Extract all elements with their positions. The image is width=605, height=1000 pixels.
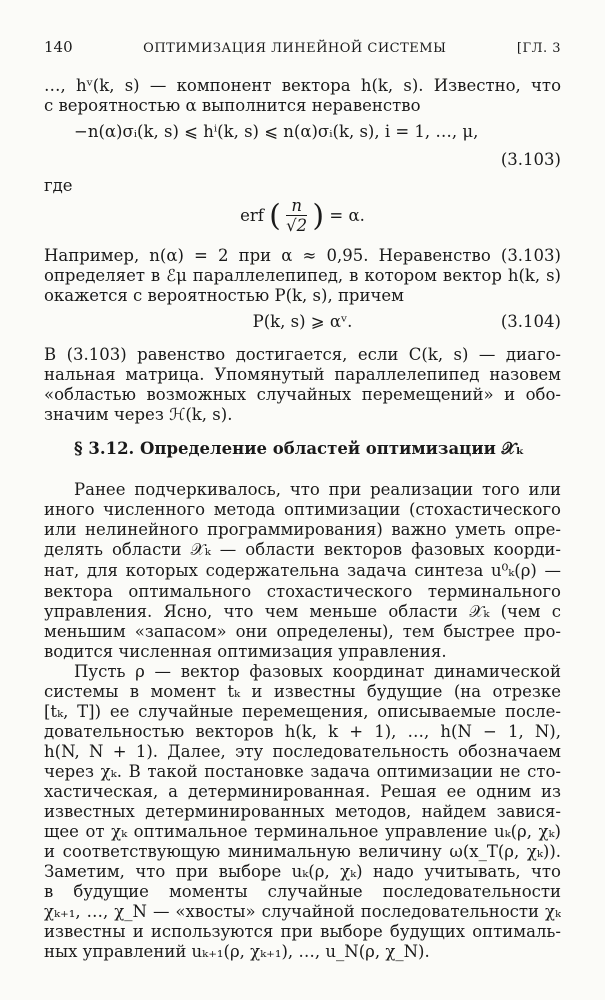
text-line: Заметим, что при выборе uₖ(ρ, χₖ) надо учитывать, что <box>44 862 561 881</box>
text-line: и соответствующую минимальную величину ω(x_T(ρ, χₖ)). <box>44 842 561 861</box>
text-line: определяет в ℰμ параллелепипед, в котором вектор h(k, s) <box>44 266 561 285</box>
text-line: в будущие моменты случайные последовательности <box>44 882 561 901</box>
text-line: Ранее подчеркивалось, что при реализации того или <box>74 480 561 499</box>
text-line: через χₖ. В такой постановке задача оптимизации не сто- <box>44 762 561 781</box>
section-title: § 3.12. Определение областей оптимизации 𝒳ₖ <box>74 439 525 458</box>
page-header <box>44 38 561 56</box>
erf-rhs: = α. <box>329 206 365 225</box>
text-line: известных детерминированных методов, найдем завися- <box>44 802 561 821</box>
paren-right: ) <box>312 198 325 234</box>
equation-number: (3.103) <box>500 150 561 169</box>
fraction-denominator: √2 <box>286 216 308 235</box>
text-line: системы в момент tₖ и известны будущие (на отрезке <box>44 682 561 701</box>
erf-equation <box>44 192 561 240</box>
text-line: В (3.103) равенство достигается, если C(k, s) — диаго- <box>44 345 561 364</box>
chapter-marker: [ГЛ. 3 <box>516 41 561 56</box>
text-line: …, hᵛ(k, s) — компонент вектора h(k, s). Известно, что <box>44 76 561 95</box>
text-line: Например, n(α) = 2 при α ≈ 0,95. Неравенство (3.103) <box>44 246 561 265</box>
text-line: χₖ₊₁, …, χ_N — «хвосты» случайной последовательности χₖ <box>44 902 561 921</box>
text-line: меньшим «запасом» они определены), тем быстрее про- <box>44 622 561 641</box>
text-line: известны и используются при выборе будущих оптималь- <box>44 922 561 941</box>
text-line: водится численная оптимизация управления. <box>44 642 447 661</box>
text-line: с вероятностью α выполнится неравенство <box>44 96 421 115</box>
text-line: «областью возможных случайных перемещений» и обо- <box>44 385 561 404</box>
equation-3-104: P(k, s) ⩾ αᵛ. <box>252 312 353 331</box>
page-number: 140 <box>44 38 73 56</box>
text-line: делять области 𝒳ₖ — области векторов фазовых коорди- <box>44 540 561 559</box>
text-line: значим через ℋ(k, s). <box>44 405 233 424</box>
text-line: иного численного метода оптимизации (стохастического <box>44 500 561 519</box>
equation-3-103 <box>74 122 561 142</box>
text-line: щее от χₖ оптимальное терминальное управление uₖ(ρ, χₖ) <box>44 822 561 841</box>
text-line: где <box>44 176 73 195</box>
text-line: или нелинейного программирования) важно уметь опре- <box>44 520 561 539</box>
text-line: довательностью векторов h(k, k + 1), …, h(N − 1, N), <box>44 722 561 741</box>
text-line: ных управлений uₖ₊₁(ρ, χₖ₊₁), …, u_N(ρ, χ_N). <box>44 942 430 961</box>
text-line: нальная матрица. Упомянутый параллелепипед назовем <box>44 365 561 384</box>
text-line: Пусть ρ — вектор фазовых координат динамической <box>74 662 561 681</box>
equation-body: −n(α)σᵢ(k, s) ⩽ hⁱ(k, s) ⩽ n(α)σᵢ(k, s), i = 1, …, μ, <box>74 122 479 141</box>
text-line: h(N, N + 1). Далее, эту последовательность обозначаем <box>44 742 561 761</box>
paren-left: ( <box>269 198 281 234</box>
text-line: [tₖ, T]) ее случайные перемещения, описываемые после- <box>44 702 561 721</box>
text-line: управления. Ясно, что чем меньше области 𝒳ₖ (чем с <box>44 602 561 621</box>
text-line: нат, для которых содержательна задача синтеза u⁰ₖ(ρ) — <box>44 561 561 580</box>
erf-label: erf <box>240 206 264 225</box>
fraction-numerator: n <box>286 197 307 216</box>
text-line: хастическая, а детерминированная. Решая ее одним из <box>44 782 561 801</box>
text-line: вектора оптимального стохастического терминального <box>44 582 561 601</box>
text-line: окажется с вероятностью P(k, s), причем <box>44 286 405 305</box>
running-title: ОПТИМИЗАЦИЯ ЛИНЕЙНОЙ СИСТЕМЫ <box>143 41 447 56</box>
equation-number: (3.104) <box>500 312 561 331</box>
fraction <box>286 197 307 236</box>
